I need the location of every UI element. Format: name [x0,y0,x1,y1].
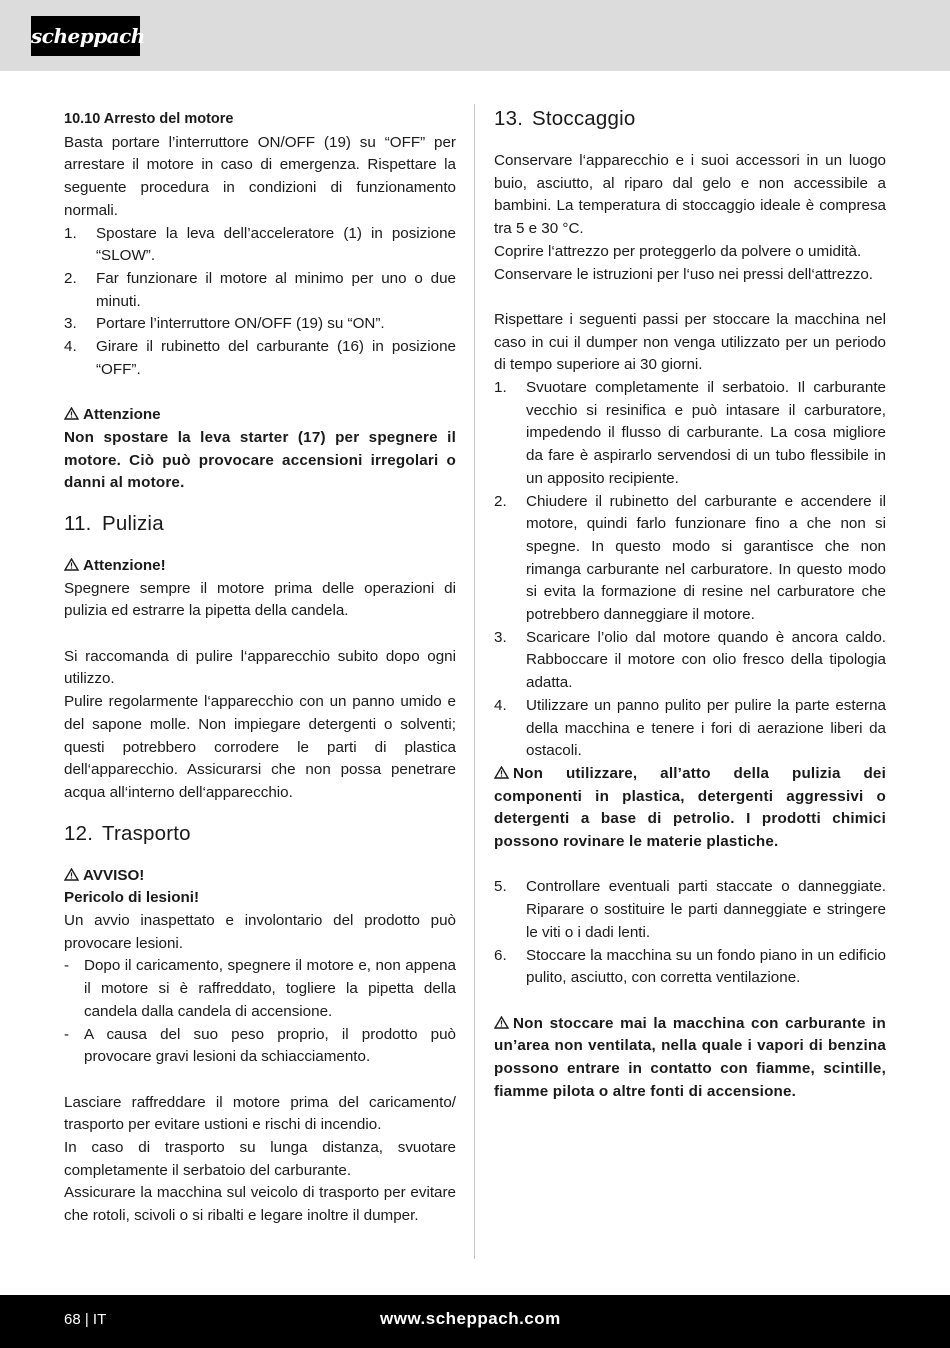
transport-paragraph: In caso di trasporto su lunga distanza, svuotare completamente il serbatoio del carburante. [64,1139,456,1179]
list-item: 3. Scaricare l’olio dal motore quando è ancora caldo. Rabboccare il motore con olio fresco della tipologia adatta. [494,628,886,692]
cleaning-paragraph: Spegnere sempre il motore prima delle operazioni di pulizia ed estrarre la pipetta della candela. [64,579,456,620]
website-url: www.scheppach.com [380,1309,561,1328]
transport-paragraph: Lasciare raffreddare il motore prima del caricamento/ trasporto per evitare ustioni e rischi di incendio. [64,1093,456,1134]
header-bar [0,0,950,71]
storage-steps-list [494,377,886,763]
storage-paragraph: Conservare l‘apparecchio e i suoi accessori in un luogo buio, asciutto, al riparo dal gelo e non accessibile a bambini. La temperatura di stoccaggio ideale è compresa tra 5 e 30 °C. [494,152,886,238]
brand-logo: scheppach [31,16,140,56]
section-13-heading: 13. Stoccaggio [494,107,636,130]
list-item: 6. Stoccare la macchina su un fondo piano in un edificio pulito, asciutto, con corretta ventilazione. [494,946,886,987]
stop-steps-list [64,223,456,382]
attention-text: Non spostare la leva starter (17) per spegnere il motore. Ciò può provocare accensioni irregolari o danni al motore. [64,428,456,492]
transport-bullets [64,955,456,1069]
storage-paragraph: Conservare le istruzioni per l‘uso nei pressi dell‘attrezzo. [494,265,874,283]
list-item: 2. Far funzionare il motore al minimo per uno o due minuti. [64,269,456,310]
transport-paragraph: Assicurare la macchina sul veicolo di trasporto per evitare che rotoli, scivoli o si ribalti e legare inoltre il dumper. [64,1184,456,1225]
section-12-heading: 12. Trasporto [64,821,191,845]
list-item: 1. Svuotare completamente il serbatoio. Il carburante vecchio si resinifica e può intasare il carburatore, impedendo il flusso di carburante. La cosa migliore da fare è aspirarlo servendosi di un tubo flessibile in un apposito recipiente. [494,379,886,487]
list-item: - A causa del suo peso proprio, il prodotto può provocare gravi lesioni da schiacciamento. [64,1025,456,1066]
attention-heading: Attenzione! [64,555,456,578]
list-item: - Dopo il caricamento, spegnere il motore e, non appena il motore si è raffreddato, togliere la pipetta della candela dalla candela di accensione. [64,957,456,1020]
cleaning-paragraph: Si raccomanda di pulire l‘apparecchio subito dopo ogni utilizzo. [64,647,456,688]
attention-heading: Attenzione [64,404,456,427]
storage-steps-list-2 [494,876,886,990]
right-column [494,108,886,1103]
list-item: 2. Chiudere il rubinetto del carburante e accendere il motore, quindi farlo funzionare fino a che non si spegne. In questo modo si garantisce che non rimanga carburante nel carburatore. In questo modo si evita la formazione di resine nel carburatore che potrebbero danneggiare il motore. [494,492,886,624]
warning-triangle-icon [494,766,509,779]
list-item: 1. Spostare la leva dell’acceleratore (1) in posizione “SLOW”. [64,224,456,265]
section-10-10-title: 10.10 Arresto del motore [64,111,234,127]
warning-triangle-icon [64,558,79,571]
list-item: 4. Girare il rubinetto del carburante (16) in posizione “OFF”. [64,338,456,378]
warning-triangle-icon [494,1016,509,1029]
notice-subheading: Pericolo di lesioni! [64,889,200,907]
cleaning-paragraph: Pulire regolarmente l‘apparecchio con un panno umido e del sapone molle. Non impiegare detergenti o solventi; questi potrebbero corrodere le parti di plastica dell‘apparecchio. Assicurarsi che non possa penetrare acqua all‘interno dell‘apparecchio. [64,693,456,801]
fuel-storage-warning: Non stoccare mai la macchina con carburante in un’area non ventilata, nella quale i vapori di benzina possono entrare in contatto con fiamme, scintille, fiamme pilota o altre fonti di accensione. [494,1014,886,1100]
section-10-10-intro: Basta portare l’interruttore ON/OFF (19) su “OFF” per arrestare il motore in caso di emergenza. Rispettare la seguente procedura in condizioni di funzionamento normali. [64,133,456,219]
column-divider [474,104,475,1259]
transport-paragraph: Un avvio inaspettato e involontario del prodotto può provocare lesioni. [64,912,456,952]
footer-bar [0,1295,950,1348]
list-item: 3. Portare l’interruttore ON/OFF (19) su “ON”. [64,315,385,333]
storage-paragraph: Coprire l‘attrezzo per proteggerlo da polvere o umidità. [494,242,862,260]
language-code: IT [92,1311,107,1328]
warning-triangle-icon [64,868,79,881]
storage-warning: Non utilizzare, all’atto della pulizia dei componenti in plastica, detergenti aggressivi o detergenti a base di petrolio. I prodotti chimici possono rovinare le materie plastiche. [494,764,886,851]
list-item: 5. Controllare eventuali parti staccate o danneggiate. Riparare o sostituire le parti danneggiate e stringere le viti o i dadi lenti. [494,878,886,941]
storage-paragraph: Rispettare i seguenti passi per stoccare la macchina nel caso in cui il dumper non venga utilizzato per un periodo di tempo superiore ai 30 giorni. [494,310,886,374]
page-number: 68 | IT [64,1311,107,1328]
notice-heading: AVVISO! [64,865,456,888]
list-item: 4. Utilizzare un panno pulito per pulire la parte esterna della macchina e tenere i fori di aerazione liberi da ostacoli. [494,696,886,760]
left-column [64,108,456,1228]
section-11-heading: 11. Pulizia [64,511,164,535]
warning-triangle-icon [64,407,79,420]
